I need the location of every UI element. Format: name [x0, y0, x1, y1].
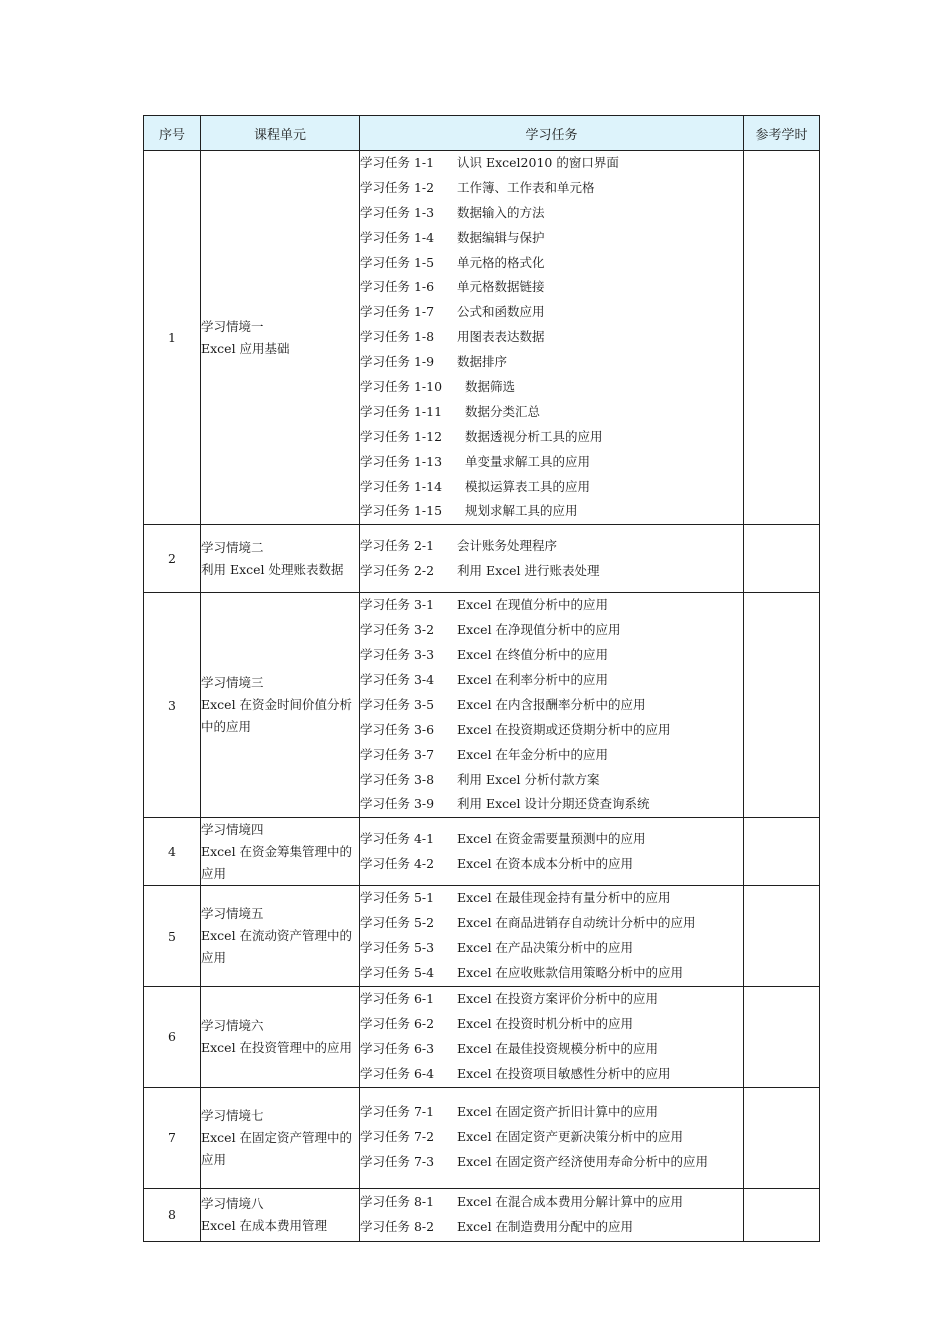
task-name: 用图表表达数据: [457, 329, 545, 345]
task-name: 公式和函数应用: [457, 304, 545, 320]
task-item: [360, 1215, 743, 1240]
row-hours: [744, 986, 820, 1087]
task-name: Excel 在利率分析中的应用: [457, 672, 609, 688]
task-number: 学习任务 6-3: [360, 1040, 435, 1056]
task-item: [360, 350, 743, 375]
task-number: 学习任务 1-5: [360, 254, 435, 270]
task-item: [360, 1100, 743, 1125]
task-item: [360, 400, 743, 425]
task-name: 认识 Excel2010 的窗口界面: [457, 155, 619, 170]
task-item: [360, 375, 743, 400]
task-item: [360, 911, 743, 936]
task-number: 学习任务 8-1: [360, 1193, 435, 1209]
task-number: 学习任务 3-1: [360, 597, 435, 613]
task-name: Excel 在投资方案评价分析中的应用: [457, 990, 659, 1006]
task-item: [360, 251, 743, 276]
task-name: Excel 在终值分析中的应用: [457, 647, 609, 663]
task-item: [360, 792, 743, 817]
row-tasks: [360, 886, 744, 987]
row-hours: [744, 886, 820, 987]
task-item: [360, 618, 743, 643]
header-hours: 参考学时: [744, 116, 820, 151]
task-number: 学习任务 1-3: [360, 204, 435, 220]
row-tasks: [360, 151, 744, 525]
task-item: [360, 226, 743, 251]
row-hours: [744, 1087, 820, 1188]
task-number: 学习任务 5-1: [360, 890, 435, 906]
task-name: 数据编辑与保护: [457, 229, 545, 245]
unit-desc: Excel 在资金时间价值分析中的应用: [201, 697, 353, 735]
task-number: 学习任务 1-1: [360, 155, 435, 170]
task-number: 学习任务 7-1: [360, 1104, 435, 1120]
row-seq: 6: [144, 986, 201, 1087]
task-number: 学习任务 4-1: [360, 830, 435, 846]
task-name: Excel 在应收账款信用策略分析中的应用: [457, 965, 684, 981]
row-seq: 1: [144, 151, 201, 525]
task-name: Excel 在资本成本分析中的应用: [457, 855, 634, 871]
task-number: 学习任务 1-9: [360, 354, 435, 370]
task-number: 学习任务 1-2: [360, 179, 435, 195]
row-tasks: [360, 986, 744, 1087]
task-name: Excel 在年金分析中的应用: [457, 746, 609, 762]
task-number: 学习任务 3-9: [360, 796, 435, 812]
task-item: [360, 300, 743, 325]
task-number: 学习任务 7-3: [360, 1153, 435, 1169]
unit-title: 学习情境七: [201, 1107, 264, 1123]
task-name: 数据输入的方法: [457, 204, 545, 220]
row-hours: [744, 525, 820, 593]
task-number: 学习任务 1-12: [360, 428, 443, 444]
table-row: [144, 593, 820, 818]
task-name: Excel 在资金需要量预测中的应用: [457, 830, 646, 846]
row-hours: [744, 593, 820, 818]
task-name: Excel 在产品决策分析中的应用: [457, 940, 634, 956]
row-seq: 3: [144, 593, 201, 818]
task-number: 学习任务 5-4: [360, 965, 435, 981]
task-name: 数据分类汇总: [465, 403, 541, 419]
task-item: [360, 1062, 743, 1087]
unit-desc: Excel 在固定资产管理中的应用: [201, 1129, 353, 1167]
task-number: 学习任务 1-10: [360, 379, 443, 395]
header-unit: 课程单元: [201, 116, 360, 151]
task-name: 数据透视分析工具的应用: [465, 428, 603, 444]
unit-title: 学习情境六: [201, 1017, 264, 1033]
task-number: 学习任务 1-6: [360, 279, 435, 295]
row-tasks: [360, 1087, 744, 1188]
task-item: [360, 1012, 743, 1037]
task-item: [360, 151, 743, 176]
header-seq: 序号: [144, 116, 201, 151]
unit-desc: Excel 在资金筹集管理中的应用: [201, 843, 353, 881]
task-number: 学习任务 6-1: [360, 990, 435, 1006]
row-unit: [201, 818, 360, 886]
table-row: [144, 818, 820, 886]
row-tasks: [360, 818, 744, 886]
task-number: 学习任务 1-11: [360, 403, 443, 419]
task-name: Excel 在固定资产更新决策分析中的应用: [457, 1129, 684, 1145]
task-item: [360, 643, 743, 668]
table-row: [144, 525, 820, 593]
table-row: [144, 886, 820, 987]
task-number: 学习任务 1-4: [360, 229, 435, 245]
task-name: 单元格的格式化: [457, 254, 545, 270]
unit-desc: Excel 在成本费用管理: [201, 1217, 328, 1233]
task-number: 学习任务 1-8: [360, 329, 435, 345]
task-number: 学习任务 1-14: [360, 478, 443, 494]
task-name: 工作簿、工作表和单元格: [457, 179, 595, 195]
row-hours: [744, 1188, 820, 1241]
task-number: 学习任务 6-4: [360, 1065, 435, 1081]
task-number: 学习任务 3-7: [360, 746, 435, 762]
task-name: 模拟运算表工具的应用: [465, 478, 591, 494]
row-seq: 4: [144, 818, 201, 886]
task-item: [360, 425, 743, 450]
task-item: [360, 450, 743, 475]
task-name: 单变量求解工具的应用: [465, 453, 591, 469]
unit-title: 学习情境四: [201, 821, 264, 837]
task-name: Excel 在投资项目敏感性分析中的应用: [457, 1065, 671, 1081]
task-name: Excel 在净现值分析中的应用: [457, 622, 621, 638]
task-name: Excel 在固定资产折旧计算中的应用: [457, 1104, 659, 1120]
row-unit: [201, 593, 360, 818]
task-number: 学习任务 3-8: [360, 771, 435, 787]
task-number: 学习任务 3-3: [360, 647, 435, 663]
row-unit: [201, 1087, 360, 1188]
unit-title: 学习情境三: [201, 675, 264, 691]
task-number: 学习任务 5-2: [360, 915, 435, 931]
task-name: Excel 在商品进销存自动统计分析中的应用: [457, 915, 696, 931]
task-name: 规划求解工具的应用: [465, 503, 578, 519]
row-hours: [744, 151, 820, 525]
row-unit: [201, 986, 360, 1087]
task-name: Excel 在制造费用分配中的应用: [457, 1218, 634, 1234]
task-name: Excel 在最佳现金持有量分析中的应用: [457, 890, 671, 906]
row-seq: 7: [144, 1087, 201, 1188]
unit-desc: 利用 Excel 处理账表数据: [201, 561, 344, 577]
task-item: [360, 987, 743, 1012]
task-name: 数据筛选: [465, 379, 516, 395]
row-tasks: [360, 593, 744, 818]
task-item: [360, 961, 743, 986]
row-seq: 5: [144, 886, 201, 987]
task-item: [360, 886, 743, 911]
task-name: Excel 在现值分析中的应用: [457, 597, 609, 613]
task-name: Excel 在最佳投资规模分析中的应用: [457, 1040, 659, 1056]
row-hours: [744, 818, 820, 886]
row-seq: 2: [144, 525, 201, 593]
task-number: 学习任务 5-3: [360, 940, 435, 956]
task-number: 学习任务 1-15: [360, 503, 443, 519]
task-item: [360, 693, 743, 718]
row-seq: 8: [144, 1188, 201, 1241]
row-tasks: [360, 525, 744, 593]
unit-desc: Excel 在投资管理中的应用: [201, 1039, 353, 1055]
header-row: [144, 116, 820, 151]
task-number: 学习任务 3-6: [360, 721, 435, 737]
task-number: 学习任务 2-2: [360, 562, 435, 578]
row-unit: [201, 525, 360, 593]
unit-title: 学习情境一: [201, 318, 264, 334]
row-unit: [201, 886, 360, 987]
task-name: 单元格数据链接: [457, 279, 545, 295]
task-item: [360, 827, 743, 852]
task-item: [360, 176, 743, 201]
task-name: 数据排序: [457, 354, 508, 370]
task-item: [360, 275, 743, 300]
task-item: [360, 1125, 743, 1150]
task-item: [360, 1150, 743, 1175]
task-name: Excel 在固定资产经济使用寿命分析中的应用: [457, 1153, 709, 1169]
task-item: [360, 852, 743, 877]
task-item: [360, 534, 743, 559]
task-number: 学习任务 1-13: [360, 453, 443, 469]
task-item: [360, 718, 743, 743]
task-number: 学习任务 6-2: [360, 1015, 435, 1031]
unit-title: 学习情境五: [201, 906, 264, 922]
task-item: [360, 559, 743, 584]
task-item: [360, 201, 743, 226]
task-item: [360, 499, 743, 524]
task-name: Excel 在投资期或还贷期分析中的应用: [457, 721, 671, 737]
task-name: 利用 Excel 分析付款方案: [457, 771, 600, 787]
task-number: 学习任务 2-1: [360, 537, 435, 553]
task-number: 学习任务 3-2: [360, 622, 435, 638]
unit-title: 学习情境八: [201, 1195, 264, 1211]
task-item: [360, 1037, 743, 1062]
task-item: [360, 1190, 743, 1215]
task-number: 学习任务 8-2: [360, 1218, 435, 1234]
task-item: [360, 325, 743, 350]
task-number: 学习任务 4-2: [360, 855, 435, 871]
row-tasks: [360, 1188, 744, 1241]
task-item: [360, 668, 743, 693]
unit-desc: Excel 应用基础: [201, 340, 290, 356]
task-number: 学习任务 3-5: [360, 696, 435, 712]
task-item: [360, 743, 743, 768]
task-item: [360, 768, 743, 793]
task-name: 会计账务处理程序: [457, 537, 558, 553]
course-table: [143, 115, 820, 1242]
task-number: 学习任务 1-7: [360, 304, 435, 320]
task-name: 利用 Excel 设计分期还贷查询系统: [457, 796, 650, 812]
unit-title: 学习情境二: [201, 539, 264, 555]
table-row: [144, 986, 820, 1087]
unit-desc: Excel 在流动资产管理中的应用: [201, 928, 353, 966]
task-name: Excel 在混合成本费用分解计算中的应用: [457, 1193, 684, 1209]
task-name: Excel 在投资时机分析中的应用: [457, 1015, 634, 1031]
task-number: 学习任务 7-2: [360, 1129, 435, 1145]
task-item: [360, 593, 743, 618]
table-row: [144, 1087, 820, 1188]
task-name: Excel 在内含报酬率分析中的应用: [457, 696, 646, 712]
row-unit: [201, 1188, 360, 1241]
task-name: 利用 Excel 进行账表处理: [457, 562, 600, 578]
task-number: 学习任务 3-4: [360, 672, 435, 688]
table-row: [144, 151, 820, 525]
task-item: [360, 475, 743, 500]
task-item: [360, 936, 743, 961]
header-tasks: 学习任务: [360, 116, 744, 151]
table-row: [144, 1188, 820, 1241]
row-unit: [201, 151, 360, 525]
